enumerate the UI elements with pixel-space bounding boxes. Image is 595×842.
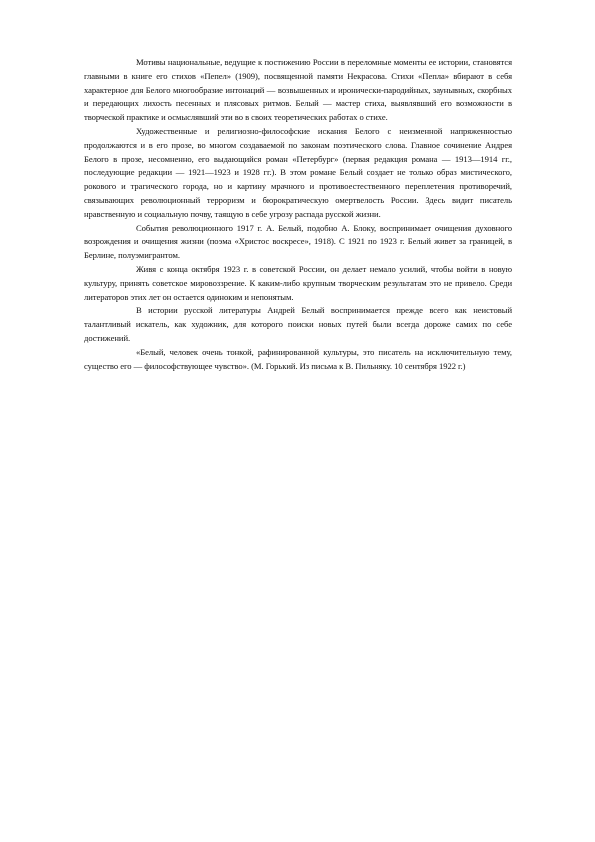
paragraph-gorky-quote: «Белый, человек очень тонкой, рафинированной культуры, это писатель на исключительную тему, существо его — философствующее чувство». (М. Горький. Из письма к В. Пильняку. 10 сентября 1922 г.) xyxy=(84,346,512,371)
paragraph-legacy: В истории русской литературы Андрей Белый воспринимается прежде всего как неистовый талантливый искатель, как художник, для которого поиски новых путей были всегда дороже самих по себе достижений. xyxy=(84,305,512,343)
paragraph-revolution: События революционного 1917 г. А. Белый, подобно А. Блоку, воспринимает очищения духовного возрождения и очищения жизни (поэма «Христос воскресе», 1918). С 1921 по 1923 г. Белый живет за границей, в Берлине, полуэмигрантом. xyxy=(84,222,512,261)
paragraph-soviet-russia: Живя с конца октября 1923 г. в советской России, он делает немало усилий, чтобы войти в новую культуру, принять советское мировоззрение. К каким-либо крупным творческим результатам это не привело. Среди литераторов этих лет он остается одиноким и непонятым. xyxy=(84,263,512,302)
paragraph-ashes: Мотивы национальные, ведущие к постижению России в переломные моменты ее истории, становятся главными в книге его стихов «Пепел» (1909), посвященной памяти Некрасова. Стихи «Пепла» вбирают в себя характерное для Белого многообразие интонаций — возвышенных и иронически-пародийных, заунывных, скорбных и передающих лихость песенных и плясовых ритмов. Белый — мастер стиха, выявлявший его возможности в творческой практике и осмыслявший эти во в своих теоретических работах о стихе. xyxy=(84,57,512,123)
document-body xyxy=(84,56,512,373)
paragraph-petersburg: Художественные и религиозно-философские искания Белого с неизменной напряженностью продолжаются и в его прозе, во многом создаваемой по законам поэтического слова. Главное сочинение Андрея Белого в прозе, несомненно, его выдающийся роман «Петербург» (первая редакция романа — 1913—1914 гг., последующие редакции — 1921—1923 и 1928 гг.). В этом романе Белый создает не только образ мистического, рокового и трагического города, но и картину мрачного и противоестественного переплетения противоречий, связывающих революционный терроризм и бюрократическую омертвелость России. Здесь видит писатель нравственную и социальную почву, таящую в себе угрозу распада русской жизни. xyxy=(84,125,512,219)
